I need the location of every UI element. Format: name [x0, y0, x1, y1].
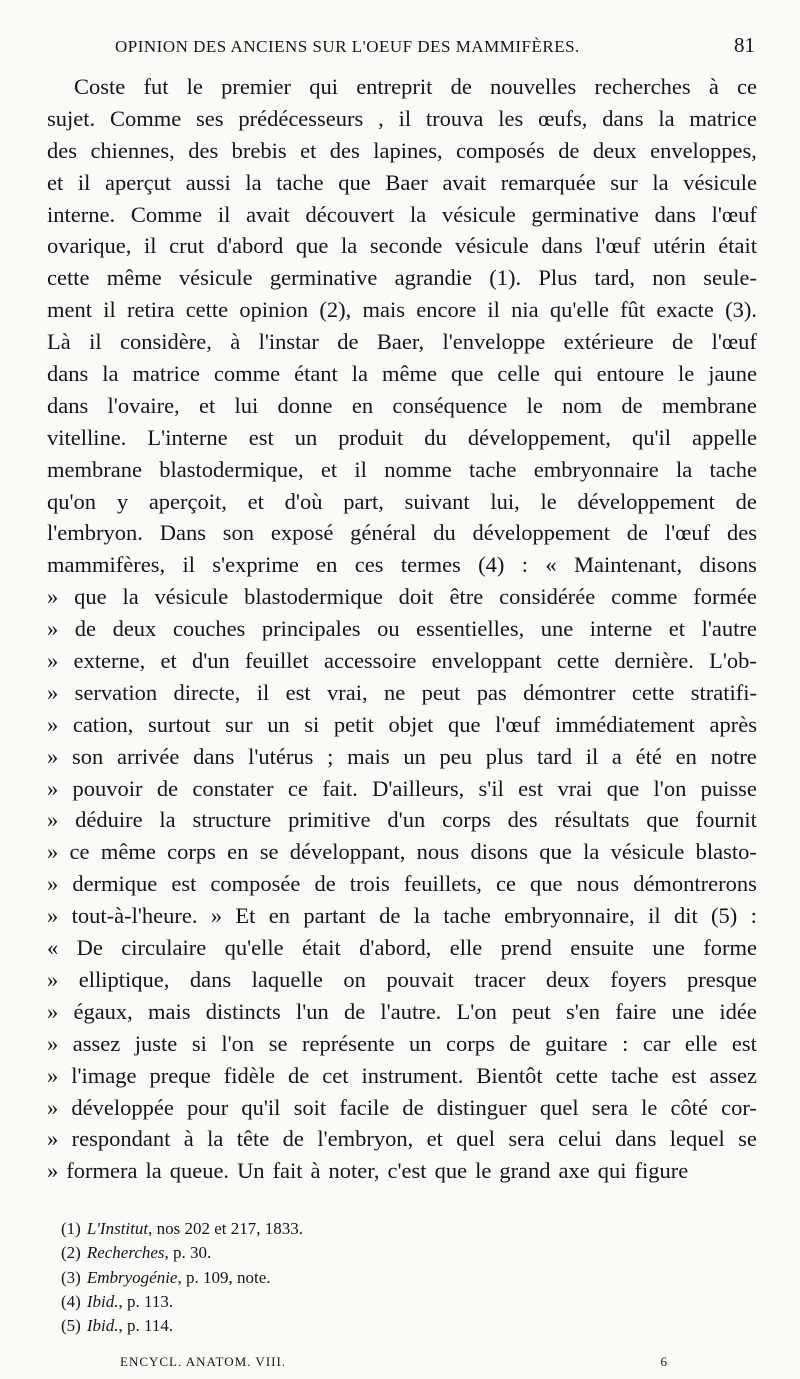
- body-line: sujet. Comme ses prédécesseurs , il trouva les œufs, dans la matrice: [47, 105, 757, 131]
- body-line: interne. Comme il avait découvert la vésicule germinative dans l'œuf: [47, 201, 757, 227]
- body-line: Coste fut le premier qui entreprit de nouvelles recherches à ce: [74, 74, 757, 99]
- footnote-number: (1): [61, 1219, 81, 1238]
- footnote: [61, 1217, 303, 1241]
- body-line: et il aperçut aussi la tache que Baer avait remarquée sur la vésicule: [47, 169, 757, 195]
- body-line: » cation, surtout sur un si petit objet que l'œuf immédiatement après: [47, 711, 757, 737]
- body-line: » elliptique, dans laquelle on pouvait tracer deux foyers presque: [47, 966, 757, 992]
- footnote: [61, 1266, 303, 1290]
- body-line: » son arrivée dans l'utérus ; mais un peu plus tard il a été en notre: [47, 743, 757, 769]
- page-number: 81: [734, 33, 755, 57]
- footnote-source: Ibid.: [86, 1316, 119, 1336]
- footnotes: [61, 1217, 303, 1338]
- body-line: » respondant à la tête de l'embryon, et quel sera celui dans lequel se: [47, 1126, 757, 1152]
- body-line: » de deux couches principales ou essentielles, une interne et l'autre: [47, 616, 757, 642]
- footnote-source: Embryogénie: [86, 1267, 178, 1287]
- footnote: [61, 1241, 303, 1265]
- footnote-source: Recherches: [86, 1243, 165, 1263]
- body-line: Là il considère, à l'instar de Baer, l'enveloppe extérieure de l'œuf: [47, 329, 757, 355]
- body-line: » égaux, mais distincts l'un de l'autre. L'on peut s'en faire une idée: [47, 998, 757, 1024]
- footnote-number: (4): [61, 1291, 81, 1311]
- body-line: » servation directe, il est vrai, ne peut pas démontrer cette stratifi-: [47, 679, 757, 705]
- body-line: membrane blastodermique, et il nomme tache embryonnaire la tache: [47, 456, 757, 482]
- footnote-number: (3): [61, 1267, 81, 1287]
- running-head: OPINION DES ANCIENS SUR L'OEUF DES MAMMIFÈRES.: [115, 37, 580, 56]
- body-line: des chiennes, des brebis et des lapines, composés de deux enveloppes,: [47, 137, 757, 163]
- page-header: [115, 33, 755, 58]
- body-line: » l'image preque fidèle de cet instrument. Bientôt cette tache est assez: [47, 1062, 757, 1088]
- footnote-detail: , p. 109, note.: [177, 1267, 271, 1287]
- footnote: [61, 1314, 303, 1338]
- body-line: » déduire la structure primitive d'un corps des résultats que fournit: [47, 807, 757, 833]
- footnote-detail: , p. 114.: [118, 1316, 174, 1336]
- body-line: ment il retira cette opinion (2), mais encore il nia qu'elle fût exacte (3).: [47, 297, 757, 323]
- body-line: » formera la queue. Un fait à noter, c'est que le grand axe qui figure: [47, 1158, 689, 1184]
- body-line: « De circulaire qu'elle était d'abord, elle prend ensuite une forme: [47, 935, 757, 961]
- page-footer: [120, 1354, 668, 1370]
- body-line: ovarique, il crut d'abord que la seconde vésicule dans l'œuf utérin était: [47, 233, 757, 259]
- body-line: » pouvoir de constater ce fait. D'ailleurs, s'il est vrai que l'on puisse: [47, 775, 757, 801]
- body-line: » ce même corps en se développant, nous disons que la vésicule blasto-: [47, 839, 757, 865]
- footnote-detail: , p. 113.: [118, 1291, 174, 1311]
- body-line: l'embryon. Dans son exposé général du développement de l'œuf des: [47, 520, 757, 546]
- body-line: » tout-à-l'heure. » Et en partant de la tache embryonnaire, il dit (5) :: [47, 903, 757, 929]
- gathering-number: 6: [660, 1354, 668, 1369]
- footnote-detail: , nos 202 et 217, 1833.: [148, 1219, 303, 1238]
- signature-mark: ENCYCL. ANATOM. VIII.: [120, 1354, 287, 1369]
- footnote-number: (5): [61, 1316, 81, 1336]
- body-line: » dermique est composée de trois feuillets, ce que nous démontrerons: [47, 871, 757, 897]
- body-line: dans l'ovaire, et lui donne en conséquence le nom de membrane: [47, 392, 757, 418]
- body-line: vitelline. L'interne est un produit du développement, qu'il appelle: [47, 424, 757, 450]
- body-line: » développée pour qu'il soit facile de distinguer quel sera le côté cor-: [47, 1094, 757, 1120]
- body-line: » assez juste si l'on se représente un corps de guitare : car elle est: [47, 1030, 757, 1056]
- body-line: » externe, et d'un feuillet accessoire enveloppant cette dernière. L'ob-: [47, 648, 757, 674]
- footnote-source: Ibid.: [86, 1291, 119, 1311]
- body-line: qu'on y aperçoit, et d'où part, suivant lui, le développement de: [47, 488, 757, 514]
- footnote-source: L'Institut: [86, 1219, 149, 1238]
- body-line: cette même vésicule germinative agrandie (1). Plus tard, non seule-: [47, 265, 757, 291]
- body-text: [47, 71, 757, 1187]
- footnote: [61, 1290, 303, 1314]
- footnote-number: (2): [61, 1243, 81, 1263]
- footnote-detail: , p. 30.: [164, 1243, 212, 1263]
- body-line: dans la matrice comme étant la même que celle qui entoure le jaune: [47, 361, 757, 387]
- body-line: mammifères, il s'exprime en ces termes (4) : « Maintenant, disons: [47, 552, 757, 578]
- body-line: » que la vésicule blastodermique doit être considérée comme formée: [47, 584, 757, 610]
